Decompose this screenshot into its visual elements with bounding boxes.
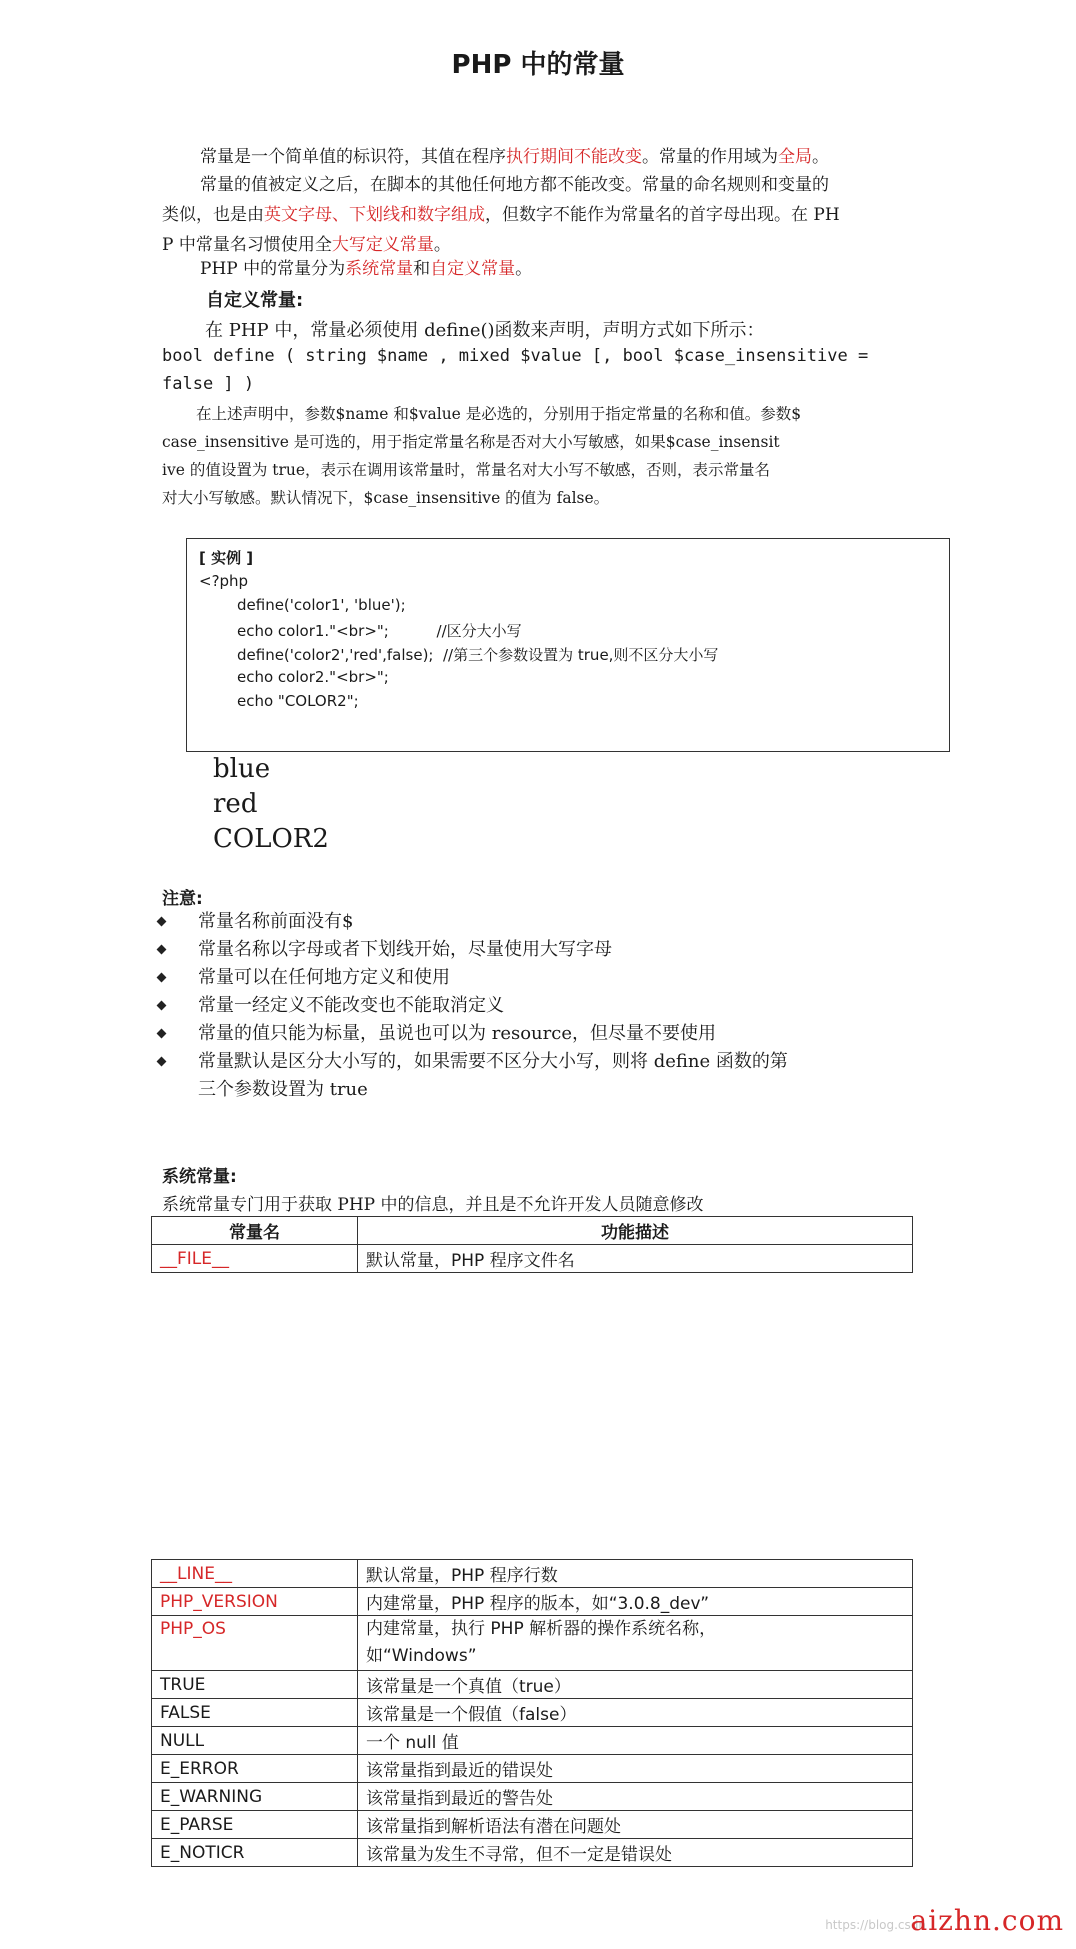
code-line: define('color2','red',false); //第三个参数设置为 true,则不区分大小写 — [237, 646, 719, 664]
output-line: blue — [213, 754, 271, 784]
define-description: 在上述声明中，参数$name 和$value 是必选的，分别用于指定常量的名称和值。参数$ — [196, 405, 802, 423]
define-description-2: case_insensitive 是可选的，用于指定常量名称是否对大小写敏感，如果$case_insensit ive 的值设置为 true，表示在调用该常量时，常量名对大小写不敏感，否则，表示常量名 对大小写敏感。默认情况下，$case_insensitive 的值为 false。 — [162, 433, 780, 507]
note-item-continuation: 三个参数设置为 true — [198, 1079, 368, 1100]
table-header-row — [152, 1217, 913, 1245]
constant-desc-cell: 默认常量，PHP 程序文件名 — [358, 1245, 913, 1273]
define-signature-line-2: false ] ) — [162, 374, 255, 394]
constant-desc-cell: 一个 null 值 — [358, 1727, 913, 1755]
brand-logo: aizhn.com — [910, 1904, 1064, 1937]
constant-desc-cell: 该常量指到最近的错误处 — [358, 1755, 913, 1783]
system-constants-table-1 — [151, 1216, 913, 1273]
table-row — [152, 1783, 913, 1811]
column-header: 常量名 — [152, 1217, 358, 1245]
constant-name-cell: TRUE — [152, 1671, 358, 1699]
constant-name-cell: __LINE__ — [152, 1560, 358, 1588]
constant-desc-cell: 该常量为发生不寻常，但不一定是错误处 — [358, 1839, 913, 1867]
table-row — [152, 1560, 913, 1588]
constant-name-cell: E_ERROR — [152, 1755, 358, 1783]
define-intro-line: 在 PHP 中，常量必须使用 define()函数来声明，声明方式如下所示： — [205, 320, 765, 341]
system-constants-heading: 系统常量: — [162, 1167, 237, 1187]
table-row — [152, 1755, 913, 1783]
constant-name-cell: PHP_VERSION — [152, 1588, 358, 1616]
table-row — [152, 1588, 913, 1616]
bullet-icon — [157, 1029, 167, 1039]
bullet-icon — [157, 917, 167, 927]
code-line: <?php — [199, 572, 249, 590]
notes-heading: 注意: — [162, 889, 203, 909]
constant-name-cell: PHP_OS — [152, 1616, 358, 1671]
constant-name-cell: E_NOTICR — [152, 1839, 358, 1867]
constant-desc-cell: 内建常量，执行 PHP 解析器的操作系统名称， 如“Windows” — [358, 1616, 913, 1671]
source-watermark: https://blog.csdn — [825, 1918, 926, 1932]
code-line: echo "COLOR2"; — [237, 692, 359, 710]
constant-desc-cell: 该常量是一个真值（true） — [358, 1671, 913, 1699]
bullet-icon — [157, 973, 167, 983]
code-line: define('color1', 'blue'); — [237, 596, 406, 614]
example-code-box — [186, 538, 950, 752]
bullet-icon — [157, 1057, 167, 1067]
custom-constants-heading: 自定义常量: — [206, 290, 304, 311]
column-header: 功能描述 — [358, 1217, 913, 1245]
table-row — [152, 1699, 913, 1727]
constant-name-cell: E_PARSE — [152, 1811, 358, 1839]
constant-name-cell: FALSE — [152, 1699, 358, 1727]
system-constants-table-2 — [151, 1559, 913, 1867]
output-line: COLOR2 — [213, 824, 329, 854]
intro-paragraph-3: PHP 中的常量分为系统常量和自定义常量。 — [200, 259, 533, 279]
table-row — [152, 1727, 913, 1755]
system-constants-description: 系统常量专门用于获取 PHP 中的信息，并且是不允许开发人员随意修改 — [162, 1195, 704, 1215]
intro-paragraph-2: 常量的值被定义之后，在脚本的其他任何地方都不能改变。常量的命名规则和变量的 类似，也是由英文字母、下划线和数字组成，但数字不能作为常量名的首字母出现。在 PH P 中常量名习惯使用全大写定义常量。 — [162, 175, 840, 255]
constant-desc-cell: 该常量指到解析语法有潜在问题处 — [358, 1811, 913, 1839]
table-row — [152, 1245, 913, 1273]
constant-name-cell: __FILE__ — [152, 1245, 358, 1273]
code-line: echo color1."<br>"; //区分大小写 — [237, 622, 522, 640]
table-row — [152, 1811, 913, 1839]
constant-name-cell: E_WARNING — [152, 1783, 358, 1811]
example-label: [ 实例 ] — [199, 549, 254, 567]
bullet-icon — [157, 945, 167, 955]
code-line: echo color2."<br>"; — [237, 668, 389, 686]
output-line: red — [213, 789, 258, 819]
define-signature-line-1: bool define ( string $name , mixed $value [, bool $case_insensitive = — [162, 346, 869, 366]
constant-desc-cell: 该常量指到最近的警告处 — [358, 1783, 913, 1811]
page-title: PHP 中的常量 — [451, 50, 625, 80]
constant-desc-cell: 默认常量，PHP 程序行数 — [358, 1560, 913, 1588]
constant-desc-cell: 内建常量，PHP 程序的版本，如“3.0.8_dev” — [358, 1588, 913, 1616]
table-row — [152, 1671, 913, 1699]
constant-name-cell: NULL — [152, 1727, 358, 1755]
intro-paragraph-1: 常量是一个简单值的标识符，其值在程序执行期间不能改变。常量的作用域为全局。 — [200, 147, 829, 167]
table-row — [152, 1839, 913, 1867]
constant-desc-cell: 该常量是一个假值（false） — [358, 1699, 913, 1727]
table-row — [152, 1616, 913, 1671]
bullet-icon — [157, 1001, 167, 1011]
